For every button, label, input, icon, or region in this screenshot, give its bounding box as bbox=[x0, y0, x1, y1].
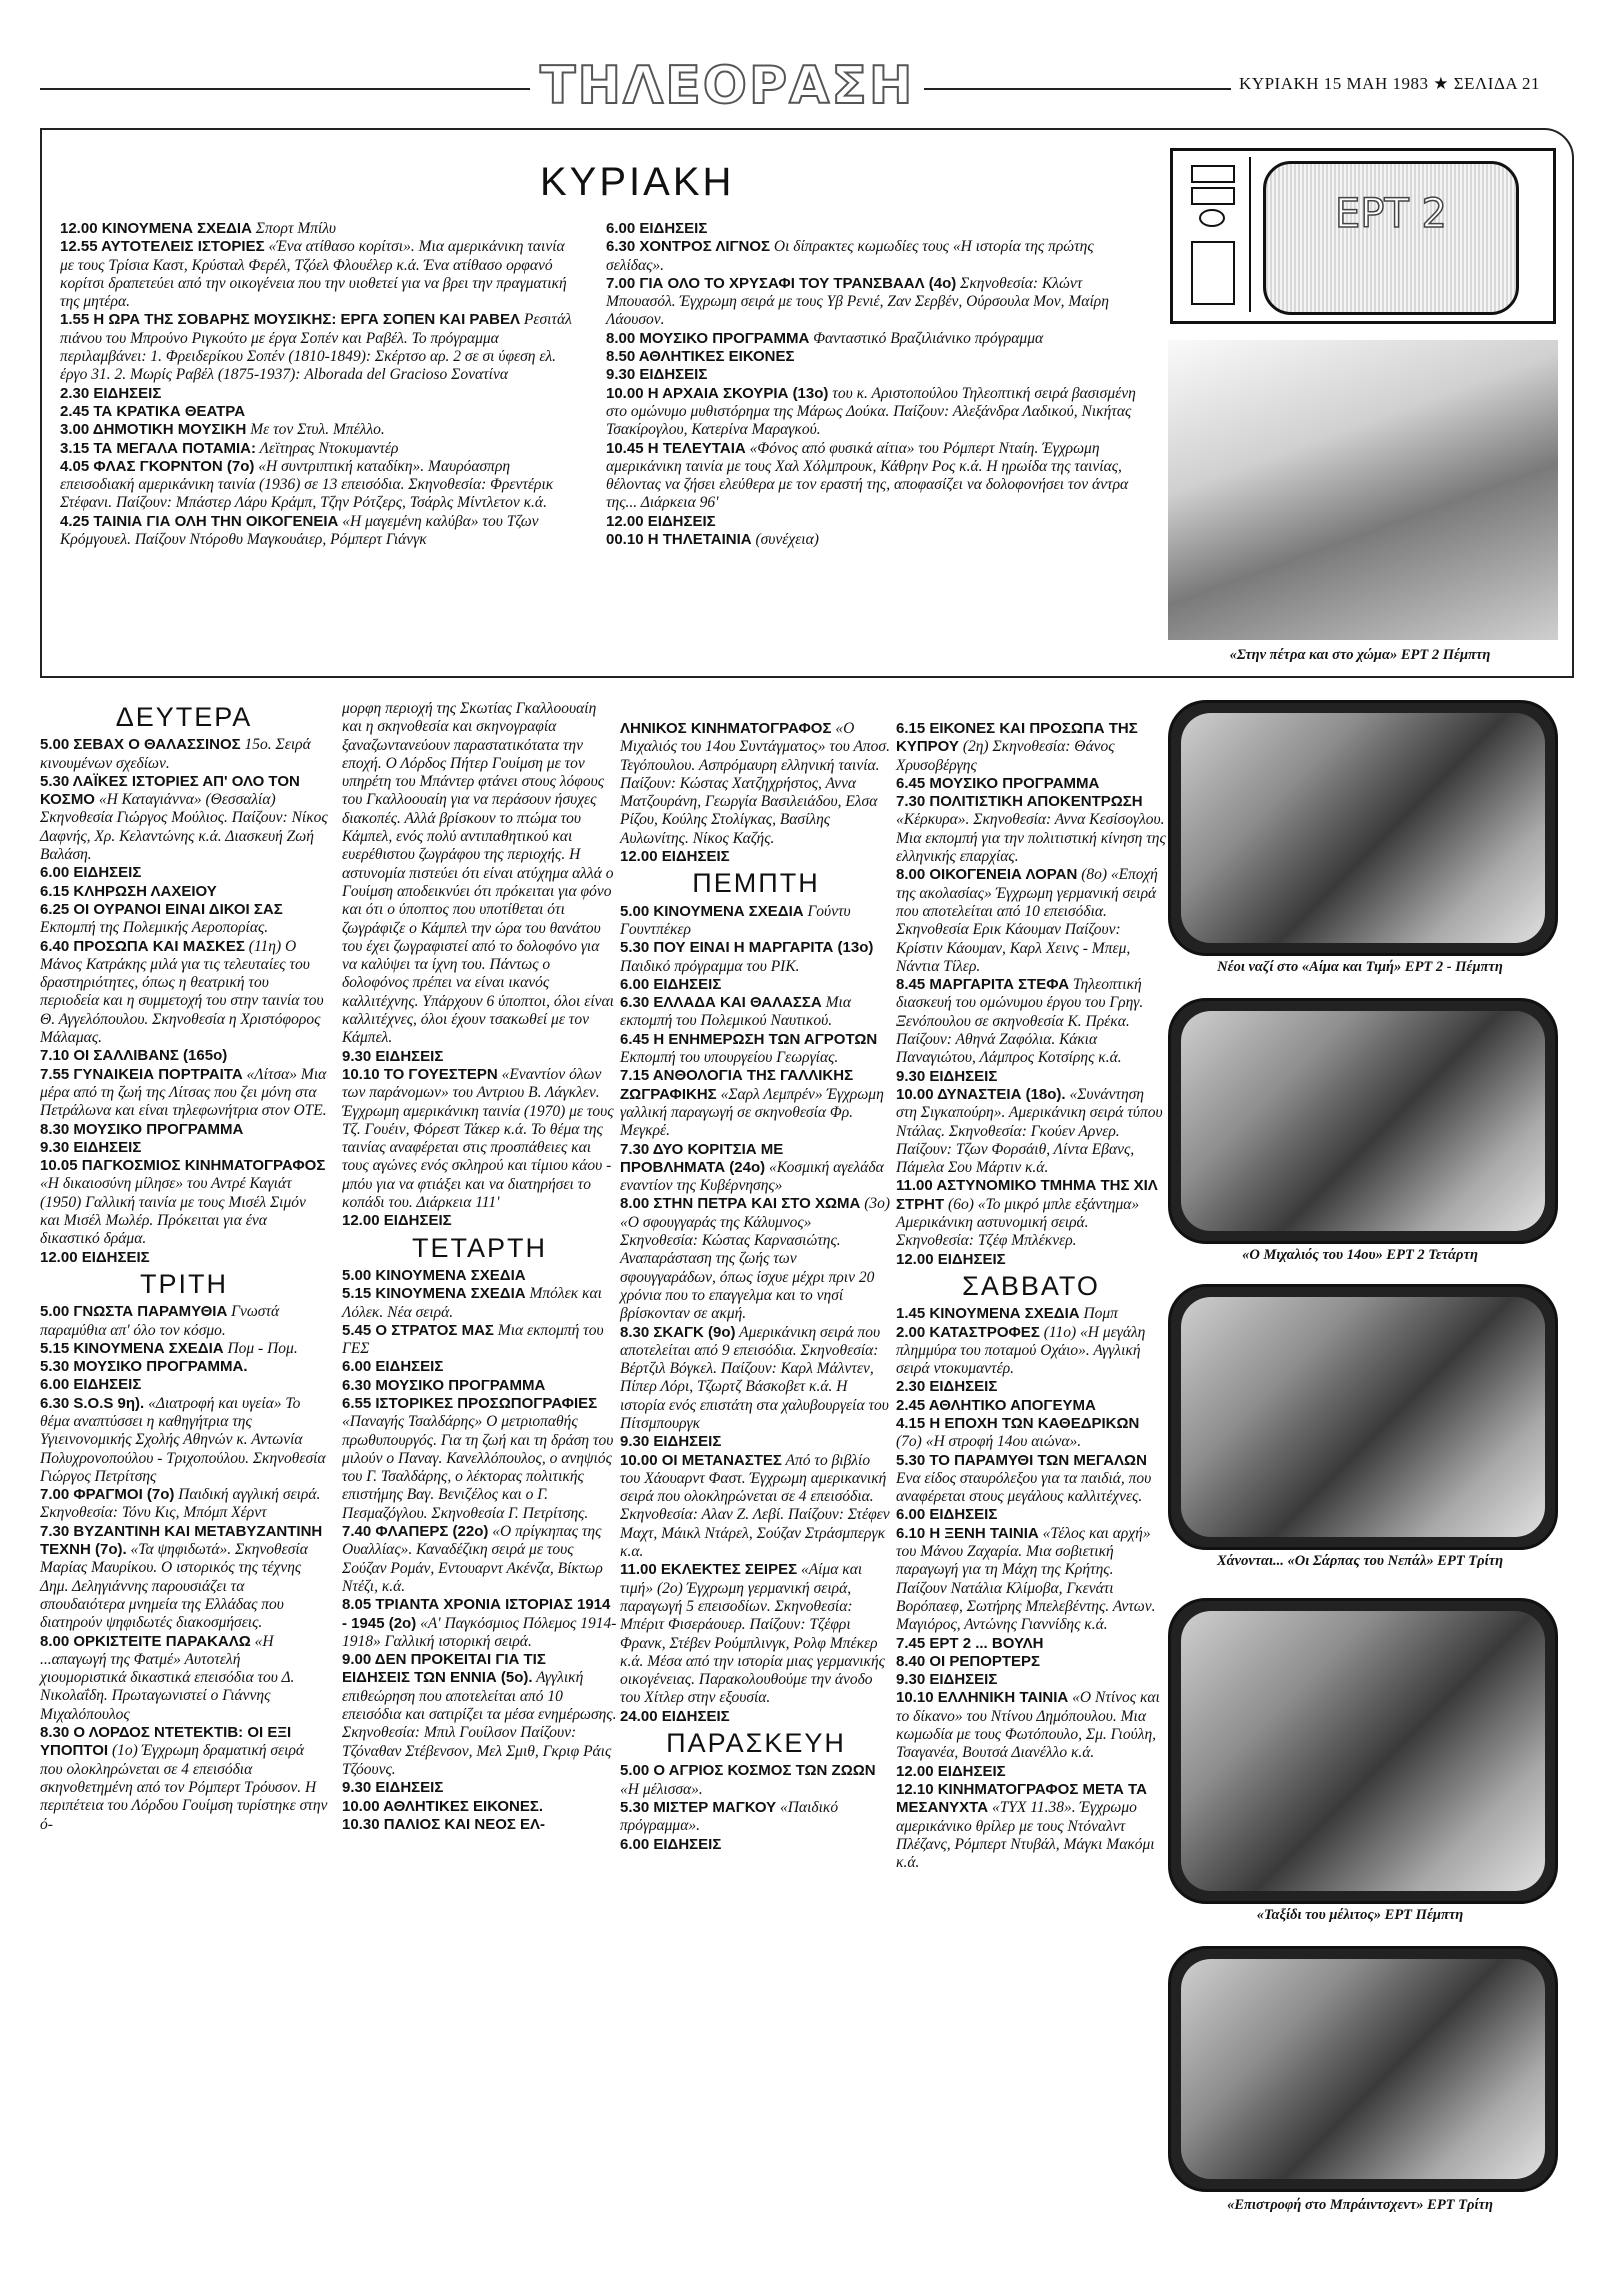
listing-item bbox=[896, 1671, 1166, 1689]
listing-description: 15ο. Σειρά κινουμένων σχεδίων. bbox=[40, 736, 311, 772]
listing-item bbox=[40, 1486, 328, 1523]
listing-item bbox=[620, 1433, 892, 1451]
listing-title: 6.45 Η ΕΝΗΜΕΡΩΣΗ ΤΩΝ ΑΓΡΟΤΩΝ bbox=[620, 1030, 878, 1048]
listing-description: Από το βιβλίο του Χάουαρντ Φαστ. Έγχρωμη αμερικανική σειρά που ολοκληρώνεται σε 4 επεισόδια. Σκηνοθεσία: Αλαν Ζ. Λεβί. Παίζουν: Στέφεν Μαχτ, Μάικλ Ντάρελ, Σούζαν Στράσμπεργκ κ.α. bbox=[620, 1451, 890, 1561]
listing-item bbox=[606, 275, 1146, 330]
listing-title: 9.30 ΕΙΔΗΣΕΙΣ bbox=[40, 1138, 142, 1156]
listing-item bbox=[40, 938, 328, 1048]
dateline: ΚΥΡΙΑΚΗ 15 ΜΑΗ 1983 ★ ΣΕΛΙΔΑ 21 bbox=[1231, 74, 1540, 94]
listing-description: Φανταστικό Βραζιλιάνικο πρόγραμμα bbox=[809, 329, 1044, 347]
listing-item bbox=[40, 1523, 328, 1633]
listing-item bbox=[60, 440, 580, 458]
listing-title: 8.40 ΟΙ ΡΕΠΟΡΤΕΡΣ bbox=[896, 1652, 1041, 1670]
listing-item bbox=[60, 458, 580, 513]
listing-description: Γνωστά παραμύθια απ' όλο τον κόσμο. bbox=[40, 1303, 280, 1339]
listing-title: 5.30 ΠΟΥ ΕΙΝΑΙ Η ΜΑΡΓΑΡΙΤΑ (13ο) bbox=[620, 939, 874, 957]
listing-item bbox=[896, 775, 1166, 793]
listing-title: 6.00 ΕΙΔΗΣΕΙΣ bbox=[40, 864, 142, 882]
listing-title: 5.45 Ο ΣΤΡΑΤΟΣ ΜΑΣ bbox=[342, 1321, 494, 1339]
photo-tv-2 bbox=[1168, 998, 1558, 1244]
listing-description: «Η συντριπτική καταδίκη». Μαυρόασπρη επεισοδιακή αμερικάνικη ταινία (1936) σε 13 επεισόδια. Σκηνοθεσία: Φρεντέρικ Στέφανι. Παίζουν: Μπάστερ Λάρυ Κράμπ, Τζην Ρότζερς, Τσάρλς Μίντλετον κ.ά. bbox=[60, 457, 554, 512]
listing-item bbox=[342, 1066, 617, 1212]
listing-title: 12.00 ΕΙΔΗΣΕΙΣ bbox=[896, 1250, 1006, 1268]
listing-description: «Αίμα και τιμή» (2ο) Έγχρωμη γερμανική σειρά, παραγωγή 5 επεισοδίων. Σκηνοθεσία: Μπέριτ Φισεράουερ. Παίζουν: Τζέφρι Φρανκ, Στέβεν Ρούμπλινγκ, Ρολφ Μπέκερ κ.ά. Μέσα από την ιστορία μιας γερμανικής οικογένειας. Παρακολουθούμε την άνοδο του Χίτλερ στην εξουσία. bbox=[620, 1561, 885, 1707]
listing-title: 7.30 ΠΟΛΙΤΙΣΤΙΚΗ ΑΠΟΚΕΝΤΡΩΣΗ bbox=[896, 793, 1143, 811]
listing-item bbox=[40, 1047, 328, 1065]
listing-title: 1.55 Η ΩΡΑ ΤΗΣ ΣΟΒΑΡΗΣ ΜΟΥΣΙΚΗΣ: ΕΡΓΑ ΣΟΠΕΝ ΚΑΙ ΡΑΒΕΛ bbox=[60, 311, 520, 329]
listing-item bbox=[896, 866, 1166, 976]
listing-item bbox=[40, 1376, 328, 1394]
listing-title: 7.10 ΟΙ ΣΑΛΛΙΒΑΝΣ (165ο) bbox=[40, 1047, 228, 1065]
column-1 bbox=[40, 700, 328, 1834]
listing-title: 6.00 ΕΙΔΗΣΕΙΣ bbox=[40, 1376, 142, 1394]
listing-description: «Τέλος και αρχή» του Μάνου Ζαχαρία. Μια σοβιετική παραγωγή για τη Μάχη της Κρήτης. Παίζουν Νατάλια Κλίμοβα, Γκενάτι Βορόπαεφ, Σωτήρης Μπελεβέντης. Αντων. Μαγιόρος, Αντώνης Γιαννίδης κ.ά. bbox=[896, 1524, 1156, 1634]
listing-description: Με τον Στυλ. Μπέλλο. bbox=[246, 421, 385, 439]
day-heading-saturday: ΣΑΒΒΑΤΟ bbox=[962, 1270, 1100, 1301]
listing-title: 7.15 ΑΝΘΟΛΟΓΙΑ ΤΗΣ ΓΑΛΛΙΚΗΣ ΖΩΓΡΑΦΙΚΗΣ bbox=[620, 1067, 854, 1103]
listing-description: Ενα είδος σταυρόλεξου για τα παιδιά, που αναφέρεται στους μεγάλους καλλιτέχνες. bbox=[896, 1469, 1152, 1506]
listing-item bbox=[40, 1358, 328, 1376]
listing-item bbox=[342, 1322, 617, 1359]
listing-description: «Α' Παγκόσμιος Πόλεμος 1914-1918» Γαλλική ιστορική σειρά. bbox=[342, 1614, 617, 1650]
listing-description: Μια εκπομπή του ΓΕΣ bbox=[342, 1321, 604, 1358]
listing-description: Λεϊτηρας Ντοκυμαντέρ bbox=[256, 439, 399, 457]
listing-item bbox=[40, 1633, 328, 1724]
listing-title: 5.15 ΚΙΝΟΥΜΕΝΑ ΣΧΕΔΙΑ bbox=[342, 1285, 526, 1303]
listing-title: 7.30 ΔΥΟ ΚΟΡΙΤΣΙΑ ΜΕ ΠΡΟΒΛΗΜΑΤΑ (24ο) bbox=[620, 1140, 784, 1176]
listing-title: 2.45 ΤΑ ΚΡΑΤΙΚΑ ΘΕΑΤΡΑ bbox=[60, 402, 246, 420]
listing-item bbox=[620, 720, 892, 848]
listing-item bbox=[606, 440, 1146, 513]
listing-title: 4.05 ΦΛΑΣ ΓΚΟΡΝΤΟΝ (7ο) bbox=[60, 457, 255, 475]
listing-item bbox=[620, 1324, 892, 1434]
listing-title: 5.00 ΣΕΒΑΧ Ο ΘΑΛΑΣΣΙΝΟΣ bbox=[40, 736, 241, 754]
listing-item bbox=[60, 238, 580, 311]
listing-title: 10.30 ΠΑΛΙΟΣ ΚΑΙ ΝΕΟΣ ΕΛ- bbox=[342, 1815, 546, 1833]
listing-title: 10.00 ΑΘΛΗΤΙΚΕΣ ΕΙΚΟΝΕΣ. bbox=[342, 1797, 544, 1815]
photo-tv-5 bbox=[1168, 1946, 1558, 2192]
listing-item bbox=[342, 1596, 617, 1651]
listing-title: 12.00 ΕΙΔΗΣΕΙΣ bbox=[342, 1212, 452, 1230]
listing-title: 7.00 ΓΙΑ ΟΛΟ ΤΟ ΧΡΥΣΑΦΙ ΤΟΥ ΤΡΑΝΣΒΑΑΛ (4ο) bbox=[606, 274, 957, 292]
listing-description: (συνέχεια) bbox=[751, 531, 819, 549]
listing-item bbox=[896, 1415, 1166, 1452]
listing-title: 8.45 ΜΑΡΓΑΡΙΤΑ ΣΤΕΦΑ bbox=[896, 976, 1070, 994]
listing-title: 5.15 ΚΙΝΟΥΜΕΝΑ ΣΧΕΔΙΑ bbox=[40, 1339, 224, 1357]
day-heading-friday: ΠΑΡΑΣΚΕΥΗ bbox=[666, 1728, 846, 1759]
day-heading-monday: ΔΕΥΤΕΡΑ bbox=[115, 702, 253, 732]
listing-title: 9.30 ΕΙΔΗΣΕΙΣ bbox=[606, 366, 708, 384]
listing-item bbox=[896, 1177, 1166, 1250]
sunday-photo bbox=[1168, 340, 1558, 640]
listing-title: 5.30 ΜΙΣΤΕΡ ΜΑΓΚΟΥ bbox=[620, 1798, 777, 1816]
listing-item bbox=[896, 1378, 1166, 1396]
listing-item bbox=[342, 1212, 617, 1230]
listing-title: 9.00 ΔΕΝ ΠΡΟΚΕΙΤΑΙ ΓΙΑ ΤΙΣ ΕΙΔΗΣΕΙΣ ΤΩΝ ΕΝΝΙΑ (5ο). bbox=[342, 1651, 546, 1687]
listing-description: «Η δικαιοσύνη μίλησε» του Αντρέ Καγιάτ (1950) Γαλλική ταινία με τους Μισέλ Σιμόν και Μισέλ Μωλέρ. Πρόκειται για ένα δικαστικό δράμα. bbox=[40, 1175, 306, 1248]
listing-title: 4.15 Η ΕΠΟΧΗ ΤΩΝ ΚΑΘΕΔΡΙΚΩΝ bbox=[896, 1414, 1140, 1432]
listing-title: 12.10 ΚΙΝΗΜΑΤΟΓΡΑΦΟΣ ΜΕΤΑ ΤΑ ΜΕΣΑΝΥΧΤΑ bbox=[896, 1780, 1147, 1817]
day-heading-thursday: ΠΕΜΠΤΗ bbox=[692, 868, 820, 899]
listing-description: «Εναντίον όλων των παράνομων» του Αντριου Β. Λάγκλεν. Έγχρωμη αμερικάνικη ταινία (1970) με τους Τζ. Γουέιν, Φόρεστ Τάκερ κ.ά. Το θέμα της ταινίας αναφέρεται στις προσπάθειες και τους αγώνες ενός σκληρού και τίμιου κάου - μπόυ για να φτιάξει και να διατηρήσει το κοπάδι του. Διάρκεια 111' bbox=[342, 1065, 614, 1212]
listing-description: Σπορτ Μπίλυ bbox=[251, 220, 336, 237]
listing-item bbox=[620, 994, 892, 1031]
listing-title: 8.30 ΣΚΑΓΚ (9ο) bbox=[620, 1323, 736, 1341]
listing-title: 8.05 ΤΡΙΑΝΤΑ ΧΡΟΝΙΑ ΙΣΤΟΡΙΑΣ 1914 - 1945 (2ο) bbox=[342, 1596, 611, 1632]
listing-title: 2.45 ΑΘΛΗΤΙΚΟ ΑΠΟΓΕΥΜΑ bbox=[896, 1396, 1096, 1414]
listing-description: (7ο) «Η στροφή 14ου αιώνα». bbox=[896, 1433, 1082, 1451]
listing-description: Εκπομπή του υπουργείου Γεωργίας. bbox=[620, 1049, 839, 1067]
listing-title: 6.30 S.O.S 9η). bbox=[40, 1394, 145, 1412]
listing-description: Γούντυ Γουντπέκερ bbox=[620, 902, 851, 938]
listing-title: 6.00 ΕΙΔΗΣΕΙΣ bbox=[606, 220, 708, 237]
listing-title: 9.30 ΕΙΔΗΣΕΙΣ bbox=[896, 1671, 998, 1689]
listing-item bbox=[896, 1781, 1166, 1872]
listing-description: «Κοσμική αγελάδα εναντίον της Κυβέρνησης» bbox=[620, 1158, 884, 1195]
listing-item bbox=[40, 1157, 328, 1248]
listing-item bbox=[60, 421, 580, 439]
listing-title: 5.00 ΚΙΝΟΥΜΕΝΑ ΣΧΕΔΙΑ bbox=[342, 1266, 526, 1284]
listing-item bbox=[342, 1816, 617, 1834]
listing-title: 10.45 Η ΤΕΛΕΥΤΑΙΑ bbox=[606, 439, 746, 457]
listing-item bbox=[606, 385, 1146, 440]
listing-item bbox=[620, 1708, 892, 1726]
day-heading-wednesday: ΤΕΤΑΡΤΗ bbox=[412, 1232, 547, 1263]
listing-title: 6.40 ΠΡΟΣΩΠΑ ΚΑΙ ΜΑΣΚΕΣ bbox=[40, 937, 245, 955]
listing-title: 5.00 ΚΙΝΟΥΜΕΝΑ ΣΧΕΔΙΑ bbox=[620, 902, 804, 920]
listing-title: 10.05 ΠΑΓΚΟΣΜΙΟΣ ΚΙΝΗΜΑΤΟΓΡΑΦΟΣ bbox=[40, 1157, 326, 1175]
listing-description: «Φόνος από φυσικά αίτια» του Ρόμπερτ Νταίη. Έγχρωμη αμερικάνικη ταινία με τους Χαλ Χόλμπρουκ, Κάθρην Ρος κ.ά. Η ηρωίδα της ταινίας, θέλοντας να ζήσει ελεύθερα με τον εραστή της, αποφασίζει να δολοφονήσει τον άντρα της... Διάρκεια 96' bbox=[606, 439, 1129, 512]
listing-title: 2.30 ΕΙΔΗΣΕΙΣ bbox=[896, 1378, 998, 1396]
listing-description: «Η μαγεμένη καλύβα» του Τζων Κρόμγουελ. Παίζουν Ντόροθυ Μαγκουάιερ, Ρόμπερτ Γιάνγκ bbox=[60, 512, 539, 549]
listing-item bbox=[620, 1799, 892, 1836]
listing-title: 8.00 ΣΤΗΝ ΠΕΤΡΑ ΚΑΙ ΣΤΟ ΧΩΜΑ bbox=[620, 1195, 861, 1213]
listing-title: 9.30 ΕΙΔΗΣΕΙΣ bbox=[620, 1433, 722, 1451]
listing-item bbox=[40, 736, 328, 773]
listing-item bbox=[40, 1249, 328, 1267]
listing-title: 5.30 ΛΑΪΚΕΣ ΙΣΤΟΡΙΕΣ ΑΠ' ΟΛΟ ΤΟΝ ΚΟΣΜΟ bbox=[40, 772, 300, 809]
listing-item bbox=[620, 1141, 892, 1196]
listing-title: 6.15 ΚΛΗΡΩΣΗ ΛΑΧΕΙΟΥ bbox=[40, 882, 217, 900]
listing-title: 6.55 ΙΣΤΟΡΙΚΕΣ ΠΡΟΣΩΠΟΓΡΑΦΙΕΣ bbox=[342, 1394, 598, 1412]
listing-title: 3.00 ΔΗΜΟΤΙΚΗ ΜΟΥΣΙΚΗ bbox=[60, 421, 247, 439]
listing-item bbox=[606, 220, 1146, 238]
listing-title: 8.30 ΜΟΥΣΙΚΟ ΠΡΟΓΡΑΜΜΑ bbox=[40, 1120, 244, 1138]
listing-item bbox=[896, 1763, 1166, 1781]
photo-caption-5: «Επιστροφή στο Μπράιντσχεντ» ΕΡΤ Τρίτη bbox=[1227, 2197, 1493, 2213]
listing-title: 10.10 ΕΛΛΗΝΙΚΗ ΤΑΙΝΙΑ bbox=[896, 1689, 1069, 1707]
listing-item bbox=[60, 513, 580, 550]
listing-title: 12.00 ΕΙΔΗΣΕΙΣ bbox=[606, 512, 716, 530]
listing-title: 6.30 ΜΟΥΣΙΚΟ ΠΡΟΓΡΑΜΜΑ bbox=[342, 1376, 546, 1394]
listing-item bbox=[896, 1689, 1166, 1762]
masthead-logo: ΤΗΛΕΟΡΑΣΗ bbox=[530, 60, 924, 112]
listing-item bbox=[606, 366, 1146, 384]
continuation-text: μορφη περιοχή της Σκωτίας Γκαλλοουαίη και η σκηνοθεσία και σκηνογραφία ξαναζωντανεύουν παραστατικότατα την εποχή. Ο Λόρδος Πήτερ Γουίμση με τον υπηρέτη του Μπάντερ φτάνει στους λόφους του Γκαλλοουαίη για να περάσουν ήσυχες διακοπές. Αλλά βρίσκουν το πτώμα του Κάμπελ, ενός πολύ αντιπαθητικού και ευερέθιστου ζωγράφου της περιοχής. Η αστυνομία πιστεύει ότι είναι ατύχημα αλλά ο Γουίμση αποδεικνύει ότι πρόκειται για φόνο και ότι ο ύποπτος που υποτίθεται ότι ζωγράφιζε ο Κάμπελ την ώρα του θανάτου του έχει ζωγραφιστεί από το δολοφόνο για να καλύψει τα ίχνη του. Πάντως ο δολοφόνος πρέπει να είναι ικανός καλλιτέχνης. Υπάρχουν 6 ύποπτοι, όλοι είναι καλλιτέχνες, όλοι έχουν τσακωθεί με τον Κάμπελ. bbox=[342, 700, 614, 1047]
listing-title: 10.00 ΔΥΝΑΣΤΕΙΑ (18ο). bbox=[896, 1085, 1066, 1103]
listing-item bbox=[606, 531, 1146, 549]
listing-item bbox=[896, 1452, 1166, 1507]
listing-item bbox=[620, 848, 892, 866]
sunday-left-column bbox=[60, 220, 580, 549]
listing-item bbox=[896, 1086, 1166, 1177]
listing-item bbox=[342, 1048, 617, 1066]
listing-item bbox=[606, 330, 1146, 348]
listing-title: 11.00 ΕΚΛΕΚΤΕΣ ΣΕΙΡΕΣ bbox=[620, 1561, 798, 1579]
listing-title: 12.00 ΕΙΔΗΣΕΙΣ bbox=[620, 848, 730, 866]
listing-title: 6.10 Η ΞΕΝΗ ΤΑΙΝΙΑ bbox=[896, 1524, 1039, 1542]
listing-description: Παιδική αγγλική σειρά. Σκηνοθεσία: Τόνυ Κις, Μπόμπ Χέρντ bbox=[40, 1486, 321, 1522]
listing-title: 10.10 ΤΟ ΓΟΥΕΣΤΕΡΝ bbox=[342, 1065, 498, 1083]
listing-description: «Ο πρίγκηπας της Ουαλλίας». Καναδέζικη σειρά με τους Σούζαν Ρομάν, Εντουαρντ Ακένζα, Βίκτωρ Ντέζι, κ.ά. bbox=[342, 1523, 603, 1595]
listing-title: 11.00 ΑΣΤΥΝΟΜΙΚΟ ΤΜΗΜΑ ΤΗΣ ΧΙΛ ΣΤΡΗΤ bbox=[896, 1177, 1158, 1213]
listing-item bbox=[342, 1395, 617, 1523]
listing-description: «Διατροφή και υγεία» Το θέμα αναπτύσσει η καθηγήτρια της Υγιεινονομικής Σχολής Αθηνών κ. Αντωνία Πολυχρονοπούλου - Τριχοπούλου. Σκηνοθεσία Γιώργος Πετρίτσης bbox=[40, 1394, 326, 1485]
listing-description: του κ. Αριστοπούλου Τηλεοπτική σειρά βασισμένη στο ομώνυμο μυθιστόρημα της Μάρως Δούκα. Παίζουν: Αλεξάνδρα Λαδικού, Νικήτας Τσακίρογλου, Κατερίνα Μαραγκού. bbox=[606, 384, 1136, 439]
listing-item bbox=[896, 1506, 1166, 1524]
listing-description: Εκπομπή της Πολεμικής Αεροπορίας. bbox=[40, 919, 269, 937]
listing-item bbox=[342, 1358, 617, 1376]
listing-title: 6.00 ΕΙΔΗΣΕΙΣ bbox=[342, 1358, 444, 1376]
listing-item bbox=[620, 939, 892, 976]
listing-item bbox=[896, 793, 1166, 866]
listing-title: 6.00 ΕΙΔΗΣΕΙΣ bbox=[896, 1506, 998, 1524]
listing-title: 9.30 ΕΙΔΗΣΕΙΣ bbox=[342, 1047, 444, 1065]
listing-title: 1.45 ΚΙΝΟΥΜΕΝΑ ΣΧΕΔΙΑ bbox=[896, 1305, 1080, 1323]
listing-title: 8.00 ΜΟΥΣΙΚΟ ΠΡΟΓΡΑΜΜΑ bbox=[606, 329, 810, 347]
listing-title: 7.45 ΕΡΤ 2 ... ΒΟΥΛΗ bbox=[896, 1634, 1044, 1652]
listing-item bbox=[896, 976, 1166, 1067]
listing-item bbox=[40, 901, 328, 938]
tv-screen bbox=[1263, 161, 1519, 315]
listing-title: 6.25 ΟΙ ΟΥΡΑΝΟΙ ΕΙΝΑΙ ΔΙΚΟΙ ΣΑΣ bbox=[40, 900, 283, 918]
listing-description: Μια εκπομπή του Πολεμικού Ναυτικού. bbox=[620, 994, 851, 1030]
listing-description: (11ο) «Η μεγάλη πλημμύρα του ποταμού Οχάιο». Αγγλική σειρά ντοκυμαντέρ. bbox=[896, 1323, 1146, 1378]
listing-item bbox=[342, 1798, 617, 1816]
photo-tv-4 bbox=[1168, 1598, 1558, 1904]
listing-item bbox=[896, 1397, 1166, 1415]
listing-description: «Σαρλ Λεμπρέν» Έγχρωμη γαλλική παραγωγή σε σκηνοθεσία Φρ. Μεγκρέ. bbox=[620, 1085, 884, 1140]
listing-description: (3ο) «Ο σφουγγαράς της Κάλυμνος» Σκηνοθεσία: Κώστας Καρνασιώτης. Αναπαράσταση της ζωής των σφουγγαράδων, όπως ίσχυε μέχρι πριν 20 χρόνια που το επαγγελμα και το νησί βρίσκονταν σε ακμή. bbox=[620, 1195, 891, 1323]
photo-tv-3 bbox=[1168, 1284, 1558, 1550]
listing-item bbox=[60, 385, 580, 403]
listing-item bbox=[40, 1724, 328, 1834]
listing-title: 7.30 ΒΥΖΑΝΤΙΝΗ ΚΑΙ ΜΕΤΑΒΥΖΑΝΤΙΝΗ ΤΕΧΝΗ (7ο). bbox=[40, 1522, 323, 1559]
listing-item bbox=[896, 1068, 1166, 1086]
listing-item bbox=[620, 1836, 892, 1854]
listing-description: (1ο) Έγχρωμη δραματική σειρά που ολοκληρώνεται σε 4 επεισόδια σκηνοθετημένη από τον Ρόμπερτ Τρόυσον. Η περιπέτεια του Λόρδου Γουίμση τυρίστηκε στην ό- bbox=[40, 1742, 328, 1833]
listing-item bbox=[40, 1395, 328, 1486]
listing-title: 12.00 ΚΙΝΟΥΜΕΝΑ ΣΧΕΔΙΑ bbox=[60, 220, 252, 237]
listing-description: «Συνάντηση στη Σιγκαπούρη». Αμερικάνικη σειρά τύπου Ντάλας. Σκηνοθεσία: Γκούεν Αρνερ. Παίζουν: Τζων Φορσάιθ, Λίντα Εβανς, Πάμελα Σου Μάρτιν κ.ά. bbox=[896, 1085, 1163, 1177]
listing-description: «Ένα ατίθασο κορίτσι». Μια αμερικάνικη ταινία με τους Τρίσια Καστ, Κρύσταλ Φερέλ, Τζόελ Φλουέλερ κ.ά. Ένα ατίθασο ορφανό κορίτσι δραπετεύει από την οικογένεια που την υιοθετεί για να βρει την πραγματική της μητέρα. bbox=[60, 238, 567, 311]
sunday-photo-caption: «Στην πέτρα και στο χώμα» ΕΡΤ 2 Πέμπτη bbox=[1229, 647, 1491, 663]
listing-title: 9.30 ΕΙΔΗΣΕΙΣ bbox=[896, 1067, 998, 1085]
day-heading-tuesday: ΤΡΙΤΗ bbox=[140, 1268, 228, 1299]
listing-item bbox=[40, 1303, 328, 1340]
listing-item bbox=[620, 1452, 892, 1562]
listing-title: 6.30 ΧΟΝΤΡΟΣ ΛΙΓΝΟΣ bbox=[606, 238, 771, 256]
listing-item bbox=[606, 513, 1146, 531]
listing-description: (2η) Σκηνοθεσία: Θάνος Χρυσοβέργης bbox=[896, 738, 1115, 774]
listing-description: «Ο Μιχαλιός του 14ου Συντάγματος» του Αποσ. Τεγόπουλου. Ασπρόμαυρη ελληνική ταινία. Παίζουν: Κώστας Χατζηχρήστος, Αννα Ματζουράνη, Γεωργία Βασιλειάδου, Ελσα Ρίζου, Κούλης Στολίγκας, Βασίλης Αυλωνίτης. Νίκος Καζής. bbox=[620, 720, 890, 847]
listing-description: «Παιδικό πρόγραμμα». bbox=[620, 1798, 839, 1835]
column-4 bbox=[896, 720, 1166, 1872]
tv-set-icon bbox=[1170, 148, 1556, 324]
listing-title: ΛΗΝΙΚΟΣ ΚΙΝΗΜΑΤΟΓΡΑΦΟΣ bbox=[620, 720, 832, 737]
listing-item bbox=[896, 720, 1166, 775]
photo-caption-3: Χάνονται... «Οι Σάρπας του Νεπάλ» ΕΡΤ Τρίτη bbox=[1216, 1553, 1504, 1569]
listing-title: 2.30 ΕΙΔΗΣΕΙΣ bbox=[60, 384, 162, 402]
listing-title: 10.00 ΟΙ ΜΕΤΑΝΑΣΤΕΣ bbox=[620, 1451, 782, 1469]
listing-description: «Λίτσα» Μια μέρα από τη ζωή της Λίτσας που ζει μόνη στα Πετράλωνα και είναι τηλεφωνήτρια στον ΟΤΕ. bbox=[40, 1065, 327, 1120]
column-3 bbox=[620, 720, 892, 1854]
listing-title: 8.50 ΑΘΛΗΤΙΚΕΣ ΕΙΚΟΝΕΣ bbox=[606, 348, 795, 366]
listing-title: 4.25 ΤΑΙΝΙΑ ΓΙΑ ΟΛΗ ΤΗΝ ΟΙΚΟΓΕΝΕΙΑ bbox=[60, 512, 339, 530]
sunday-title: ΚΥΡΙΑΚΗ bbox=[540, 160, 735, 204]
listing-description: «Η μέλισσα». bbox=[620, 1780, 703, 1798]
tv-knobs bbox=[1179, 157, 1251, 312]
listing-item bbox=[606, 238, 1146, 275]
listing-title: 5.00 ΓΝΩΣΤΑ ΠΑΡΑΜΥΘΙΑ bbox=[40, 1303, 228, 1321]
listing-title: 7.00 ΦΡΑΓΜΟΙ (7ο) bbox=[40, 1486, 175, 1504]
listing-title: 3.15 ΤΑ ΜΕΓΑΛΑ ΠΟΤΑΜΙΑ: bbox=[60, 439, 257, 457]
listing-title: 2.00 ΚΑΤΑΣΤΡΟΦΕΣ bbox=[896, 1323, 1040, 1341]
listing-title: 6.45 ΜΟΥΣΙΚΟ ΠΡΟΓΡΑΜΜΑ bbox=[896, 774, 1100, 792]
listing-title: 12.00 ΕΙΔΗΣΕΙΣ bbox=[40, 1248, 150, 1266]
column-2 bbox=[342, 700, 617, 1834]
listing-item bbox=[40, 1139, 328, 1157]
listing-title: 6.00 ΕΙΔΗΣΕΙΣ bbox=[620, 975, 722, 993]
listing-title: 5.30 ΜΟΥΣΙΚΟ ΠΡΟΓΡΑΜΜΑ. bbox=[40, 1358, 248, 1376]
listing-item bbox=[60, 403, 580, 421]
listing-item bbox=[620, 1561, 892, 1707]
photo-caption-2: «Ο Μιχαλιός του 14ου» ΕΡΤ 2 Τετάρτη bbox=[1242, 1247, 1478, 1263]
listing-item bbox=[40, 864, 328, 882]
listing-item bbox=[620, 1031, 892, 1068]
listing-item bbox=[40, 1340, 328, 1358]
listing-description: Πομ - Πομ. bbox=[223, 1339, 298, 1357]
listing-item bbox=[342, 1779, 617, 1797]
listing-description: Παιδικό πρόγραμμα του ΡΙΚ. bbox=[620, 957, 800, 975]
photo-tv-1 bbox=[1168, 700, 1558, 956]
listing-item bbox=[896, 1635, 1166, 1653]
listing-description: Σκηνοθεσία: Κλώντ Μπουασόλ. Έγχρωμη σειρά με τους Υβ Ρενιέ, Ζαν Σερβέν, Ούρσουλα Μον, Μαίρη Λάουσον. bbox=[606, 274, 1109, 329]
listing-title: 12.55 ΑΥΤΟΤΕΛΕΙΣ ΙΣΤΟΡΙΕΣ bbox=[60, 238, 265, 256]
masthead bbox=[40, 56, 1540, 116]
listing-item bbox=[620, 1762, 892, 1799]
listing-item bbox=[896, 1653, 1166, 1671]
listing-description: «Ο Ντίνος και το δίκανο» του Ντίνου Δημόπουλου. Μια κωμωδία με τους Φωτόπουλο, Σμ. Γιούλη, Τσαγανέα, Βουτσά Διανέλλο κ.ά. bbox=[896, 1689, 1160, 1762]
listing-title: 8.30 Ο ΛΟΡΔΟΣ ΝΤΕΤΕΚΤΙΒ: ΟΙ ΕΞΙ ΥΠΟΠΤΟΙ bbox=[40, 1724, 292, 1760]
listing-description: «Η ...απαγωγή της Φατμέ» Αυτοτελή χιουμοριστικά δικαστικά επεισόδια του Δ. Νικολαΐδη. Πρωταγωνιστεί ο Γιάννης Μιχαλόπουλος bbox=[40, 1632, 295, 1723]
listing-description: «ΤΥΧ 11.38». Έγχρωμο αμερικάνικο θρίλερ με τους Ντόναλντ Πλέζανς, Ρόμπερτ Ντυβάλ, Μάγκι Μακόμι κ.ά. bbox=[896, 1799, 1155, 1872]
listing-title: 7.55 ΓΥΝΑΙΚΕΙΑ ΠΟΡΤΡΑΙΤΑ bbox=[40, 1065, 243, 1083]
ert2-label: ΕΡΤ 2 bbox=[1335, 191, 1447, 237]
listing-item bbox=[40, 883, 328, 901]
listing-title: 6.30 ΕΛΛΑΔΑ ΚΑΙ ΘΑΛΑΣΣΑ bbox=[620, 994, 822, 1012]
listing-item bbox=[896, 1324, 1166, 1379]
listing-description: Αμερικάνικη σειρά που αποτελείται από 9 επεισόδια. Σκηνοθεσία: Βέρτζιλ Βόγκελ. Παίζουν: Καρλ Μάλντεν, Πίπερ Λόρι, Τζωρτζ Βάσκοβετ κ.ά. Η ιστορία ενός επιστάτη στα χαλυβουργεία του Πίτσμπουργκ bbox=[620, 1323, 889, 1432]
listing-item bbox=[620, 1067, 892, 1140]
listing-description: Ρεσιτάλ πιάνου του Μπρούνο Ριγκούτο με έργα Σοπέν και Ραβέλ. Το πρόγραμμα περιλαμβάνει: 1. Φρειδερίκου Σοπέν (1810-1849): Σκέρτσο αρ. 2 σε σι ύφεση ελ. έργο 31. 2. Μωρίς Ραβέλ (1875-1937): Alborada del Gracioso Σονατίνα bbox=[60, 311, 572, 384]
listing-item bbox=[606, 348, 1146, 366]
listing-description: (8ο) «Εποχή της ακολασίας» Έγχρωμη γερμανική σειρά που αποτελείται από 10 επεισόδια. Σκηνοθεσία Ερικ Κάουμαν Παίζουν: Κρίστιν Κάουμαν, Καρλ Χεινς - Μπεμ, Νάντια Τίλερ. bbox=[896, 866, 1158, 975]
listing-item bbox=[40, 1066, 328, 1121]
listing-title: 24.00 ΕΙΔΗΣΕΙΣ bbox=[620, 1707, 730, 1725]
listing-title: 5.00 Ο ΑΓΡΙΟΣ ΚΟΣΜΟΣ ΤΩΝ ΖΩΩΝ bbox=[620, 1762, 876, 1780]
listing-item bbox=[342, 1651, 617, 1779]
listing-description: «Παναγής Τσαλδάρης» Ο μετριοπαθής πρωθυπουργός. Για τη ζωή και τη δράση του μιλούν ο Παναγ. Κανελλόπουλος, ο ανηψιός του Γ. Τσαλδάρης, ο λέκτορας πολιτικής επιστήμης Βαγ. Βενιζέλος και ο Γ. Πεσμαζόγλου. Σκηνοθεσία Γ. Πετρίτσης. bbox=[342, 1413, 614, 1522]
listing-item bbox=[40, 1121, 328, 1139]
ert2-tv-logo bbox=[1170, 148, 1560, 328]
listing-title: 9.30 ΕΙΔΗΣΕΙΣ bbox=[342, 1779, 444, 1797]
listing-description: Τηλεοπτική διασκευή του ομώνυμου έργου του Γρηγ. Ξενόπουλου σε σκηνοθεσία Κ. Πρέκα. Παίζουν: Αθηνά Ζαφόλια. Κάκια Παναγιώτου, Λάμπρος Κοτσίρης κ.ά. bbox=[896, 976, 1144, 1067]
listing-title: 6.15 ΕΙΚΟΝΕΣ ΚΑΙ ΠΡΟΣΩΠΑ ΤΗΣ ΚΥΠΡΟΥ bbox=[896, 720, 1138, 756]
photo-caption-4: «Ταξίδι του μέλιτος» ΕΡΤ Πέμπτη bbox=[1256, 1907, 1464, 1923]
listing-description: «Η Καταγιάννα» (Θεσσαλία) Σκηνοθεσία Γιώργος Μούλιος. Παίζουν: Νίκος Δαφνής, Χρ. Κελαντώνης κ.ά. Διασκευή Ζωή Βαλάση. bbox=[40, 791, 328, 864]
listing-title: 00.10 Η ΤΗΛΕΤΑΙΝΙΑ bbox=[606, 531, 752, 549]
listing-title: 5.30 ΤΟ ΠΑΡΑΜΥΘΙ ΤΩΝ ΜΕΓΑΛΩΝ bbox=[896, 1451, 1147, 1469]
listing-title: 8.00 ΟΡΚΙΣΤΕΙΤΕ ΠΑΡΑΚΑΛΩ bbox=[40, 1632, 251, 1650]
listing-item bbox=[342, 1267, 617, 1285]
listing-item bbox=[342, 1285, 617, 1322]
listing-item bbox=[620, 976, 892, 994]
listing-item bbox=[896, 1251, 1166, 1269]
listing-item bbox=[342, 1523, 617, 1596]
listing-item bbox=[342, 1377, 617, 1395]
listing-item bbox=[620, 1195, 892, 1323]
listing-description: «Τα ψηφιδωτά». Σκηνοθεσία Μαρίας Μαυρίκου. Ο ιστορικός της τέχνης Δημ. Δεληγιάννης παρουσιάζει τα σπουδαιότερα μνημεία της Ελλάδας που διατηρούν ψηφιδωτές διακοσμήσεις. bbox=[40, 1541, 308, 1632]
listing-title: 12.00 ΕΙΔΗΣΕΙΣ bbox=[896, 1762, 1006, 1780]
listing-title: 7.40 ΦΛΑΠΕΡΣ (22ο) bbox=[342, 1523, 489, 1541]
listing-description: (6ο) «Το μικρό μπλε εξάντημα» Αμερικάνικη αστυνομική σειρά. Σκηνοθεσία: Τζέφ Μπλέκνερ. bbox=[896, 1195, 1140, 1250]
listing-description: Οι δίπρακτες κωμωδίες τους «Η ιστορία της πρώτης σελίδας». bbox=[606, 238, 1094, 274]
listing-item bbox=[60, 220, 580, 238]
listing-description: Πομπ bbox=[1079, 1305, 1118, 1323]
listing-item bbox=[60, 311, 580, 384]
listing-description: (11η) Ο Μάνος Κατράκης μιλά για τις τελευταίες του δραστηριότητες, όπως η θεατρική του περιοδεία και η συμμετοχή του στην ταινία του Θ. Αγγελόπουλου. Σκηνοθεσία η Χριστόφορος Μάλαμας. bbox=[40, 937, 324, 1047]
listing-title: 8.00 ΟΙΚΟΓΕΝΕΙΑ ΛΟΡΑΝ bbox=[896, 866, 1078, 884]
listing-description: Αγγλική επιθεώρηση που αποτελείται από 10 επεισόδια και σατιρίζει τα μέσα ενημέρωσης. Σκηνοθεσία: Μπιλ Γουίλσον Παίζουν: Τζόναθαν Στέβενσον, Μελ Σμιθ, Γκριφ Ράις Τζόουνς. bbox=[342, 1669, 617, 1778]
listing-description: Μπόλεκ και Λόλεκ. Νέα σειρά. bbox=[342, 1285, 602, 1321]
listing-description: «Κέρκυρα». Σκηνοθεσία: Αννα Κεσίσογλου. Μια εκπομπή για την πολιτιστική κίνηση της ελληνικής επαρχίας. bbox=[896, 811, 1166, 866]
listing-title: 10.00 Η ΑΡΧΑΙΑ ΣΚΟΥΡΙΑ (13ο) bbox=[606, 384, 829, 402]
listing-title: 6.00 ΕΙΔΗΣΕΙΣ bbox=[620, 1835, 722, 1853]
listing-item bbox=[896, 1525, 1166, 1635]
listing-item bbox=[40, 773, 328, 864]
listing-item bbox=[620, 903, 892, 940]
photo-caption-1: Νέοι ναζί στο «Αίμα και Τιμή» ΕΡΤ 2 - Πέμπτη bbox=[1217, 959, 1503, 975]
sunday-right-column bbox=[606, 220, 1146, 549]
listing-item bbox=[896, 1305, 1166, 1323]
